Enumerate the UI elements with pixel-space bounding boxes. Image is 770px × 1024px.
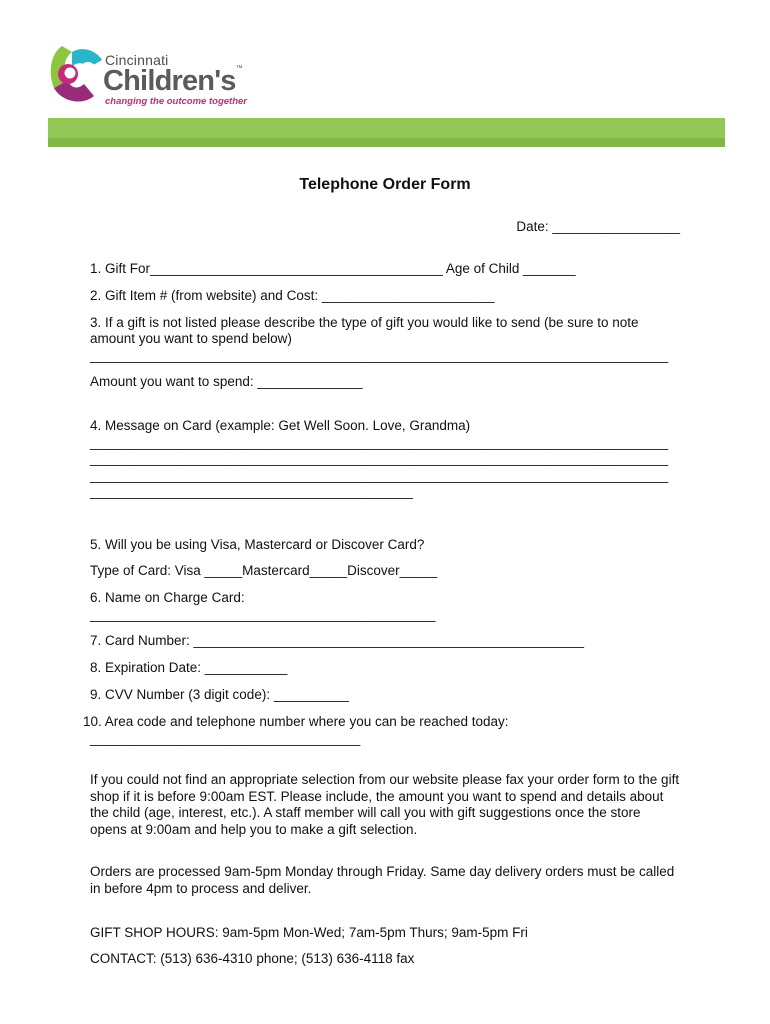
name-on-card-line: 6. Name on Charge Card:	[90, 590, 245, 605]
describe-gift-line-2: amount you want to spend below)	[90, 331, 292, 346]
fax-instructions-paragraph: If you could not find an appropriate selection from our website please fax your order form to the gift shop if it is before 9:00am EST. Please include, the amount you want to spend and details about the child (age, interest, etc.). A staff member will call you with gift suggestions once the store opens at 9:00am and help you to make a gift selection.	[90, 772, 680, 837]
contact-info: CONTACT: (513) 636-4310 phone; (513) 636-4118 fax	[90, 951, 415, 966]
gift-for-line: 1. Gift For_______________________________________ Age of Child _______	[90, 261, 576, 276]
message-blank-3: _____________________________________________________________________________	[90, 468, 669, 483]
name-on-card-blank: ______________________________________________	[90, 607, 436, 622]
logo-name-text: Children's™	[103, 65, 242, 97]
card-number-line: 7. Card Number: ____________________________________________________	[90, 633, 584, 648]
phone-number-blank: ____________________________________	[90, 731, 361, 746]
logo-city-text: Cincinnati	[105, 52, 169, 68]
expiration-date-line: 8. Expiration Date: ___________	[90, 660, 288, 675]
message-on-card-line: 4. Message on Card (example: Get Well Soon. Love, Grandma)	[90, 418, 471, 433]
message-blank-1: _____________________________________________________________________________	[90, 435, 669, 450]
cincinnati-childrens-logo	[48, 40, 248, 110]
order-processing-paragraph: Orders are processed 9am-5pm Monday through Friday. Same day delivery orders must be called in before 4pm to process and deliver.	[90, 864, 675, 896]
trademark-symbol: ™	[235, 65, 242, 72]
logo-mark-icon	[48, 40, 104, 108]
card-question-line: 5. Will you be using Visa, Mastercard or Discover Card?	[90, 537, 425, 552]
amount-to-spend-line: Amount you want to spend: ______________	[90, 374, 363, 389]
describe-gift-blank: _____________________________________________________________________________	[90, 348, 669, 363]
header-band-dark	[48, 138, 725, 147]
message-blank-4: ___________________________________________	[90, 484, 413, 499]
cvv-line: 9. CVV Number (3 digit code): __________	[90, 687, 349, 702]
logo-tagline: changing the outcome together	[105, 96, 247, 107]
phone-number-line: 10. Area code and telephone number where you can be reached today:	[83, 714, 509, 729]
message-blank-2: _____________________________________________________________________________	[90, 451, 669, 466]
date-field-line: Date: _________________	[516, 219, 680, 234]
card-type-line: Type of Card: Visa _____Mastercard_____Discover_____	[90, 563, 438, 578]
describe-gift-line-1: 3. If a gift is not listed please describe the type of gift you would like to send (be sure to note	[90, 315, 639, 330]
header-band-light	[48, 118, 725, 138]
form-title: Telephone Order Form	[299, 176, 471, 193]
gift-item-line: 2. Gift Item # (from website) and Cost: _______________________	[90, 288, 495, 303]
gift-shop-hours: GIFT SHOP HOURS: 9am-5pm Mon-Wed; 7am-5pm Thurs; 9am-5pm Fri	[90, 925, 528, 940]
